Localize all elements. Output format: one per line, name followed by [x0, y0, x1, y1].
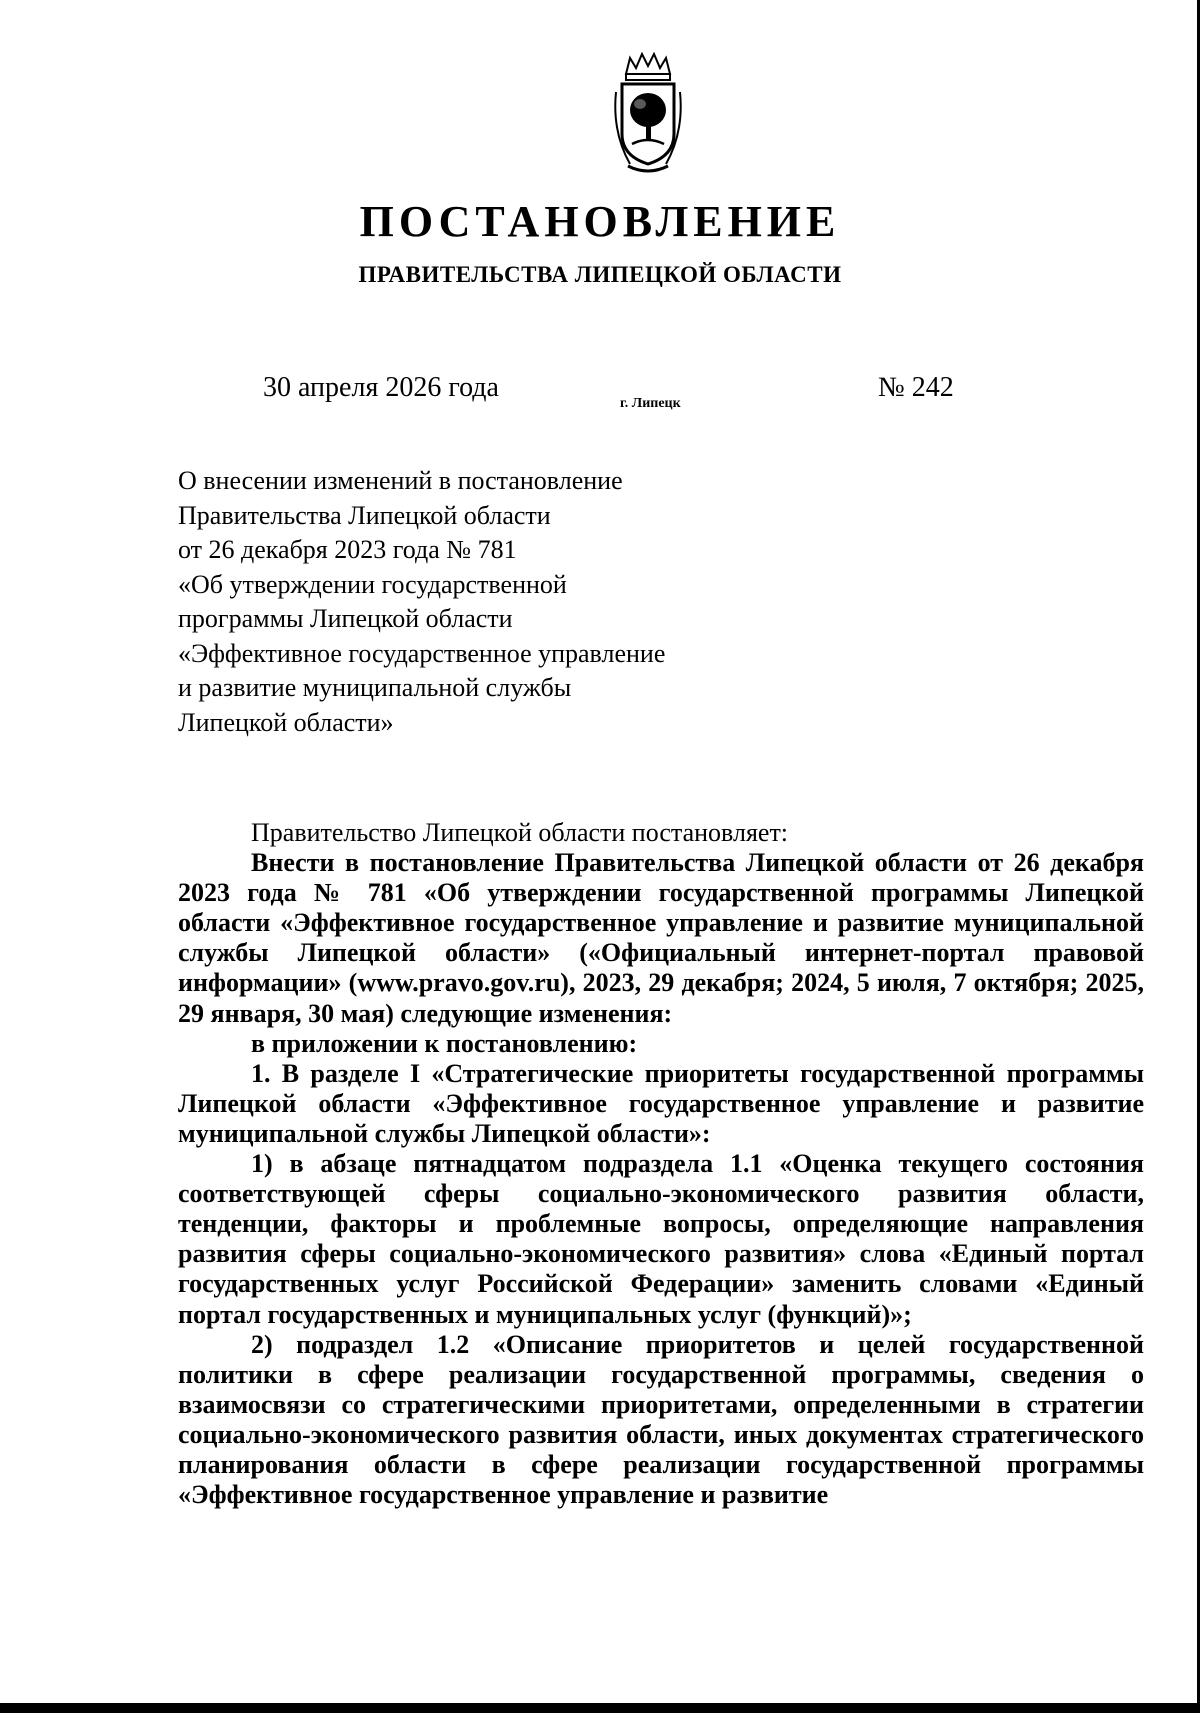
- body-paragraph: в приложении к постановлению:: [251, 1028, 638, 1058]
- subject-line: от 26 декабря 2023 года № 781: [178, 535, 517, 564]
- document-title: ПОСТАНОВЛЕНИЕ: [359, 197, 841, 246]
- subject-line: «Эффективное государственное управление: [178, 638, 666, 668]
- subject-line: Липецкой области»: [178, 707, 394, 737]
- document-body: [178, 818, 1144, 1510]
- body-paragraph: Внести в постановление Правительства Липецкой области от 26 декабря 2023 года № 781 «Об утверждении государственной программы Липецкой области «Эффективное государственное управление и развитие муниципальной службы Липецкой области» («Официальный интернет-портал правовой информации» (www.pravo.gov.ru), 2023, 29 декабря; 2024, 5 июля, 7 октября; 2025, 29 января, 30 мая) следующие изменения:: [178, 848, 1144, 1028]
- document-subtitle: ПРАВИТЕЛЬСТВА ЛИПЕЦКОЙ ОБЛАСТИ: [358, 262, 842, 287]
- lipetsk-coat-of-arms-icon: [608, 52, 688, 180]
- document-subject: [178, 464, 878, 740]
- document-number: № 242: [878, 372, 954, 403]
- body-paragraph: 2) подраздел 1.2 «Описание приоритетов и целей государственной политики в сфере реализации государственной программы, сведения о взаимосвязи со стратегическими приоритетами, определенными в стратегии социально-экономического развития области, иных документах стратегического планирования области в сфере реализации государственной программы «Эффективное государственное управление и развитие: [178, 1329, 1144, 1510]
- body-paragraph: 1) в абзаце пятнадцатом подраздела 1.1 «Оценка текущего состояния соответствующей сферы социально-экономического развития области, тенденции, факторы и проблемные вопросы, определяющие направления развития сферы социально-экономического развития» слова «Единый портал государственных услуг Российской Федерации» заменить словами «Единый портал государственных и муниципальных услуг (функций)»;: [178, 1149, 1144, 1329]
- body-paragraph: 1. В разделе I «Стратегические приоритеты государственной программы Липецкой области «Эффективное государственное управление и развитие муниципальной службы Липецкой области»:: [178, 1058, 1144, 1148]
- subject-line: Правительства Липецкой области: [178, 500, 551, 530]
- subject-line: и развитие муниципальной службы: [178, 673, 572, 702]
- subject-line: «Об утверждении государственной: [178, 569, 567, 599]
- subject-line: программы Липецкой области: [178, 604, 513, 633]
- document-city: г. Липецк: [620, 396, 681, 411]
- document-date: 30 апреля 2026 года: [263, 372, 499, 403]
- body-paragraph: Правительство Липецкой области постановляет:: [251, 818, 789, 847]
- scan-edge-bottom: [0, 1703, 1200, 1713]
- subject-line: О внесении изменений в постановление: [178, 466, 623, 495]
